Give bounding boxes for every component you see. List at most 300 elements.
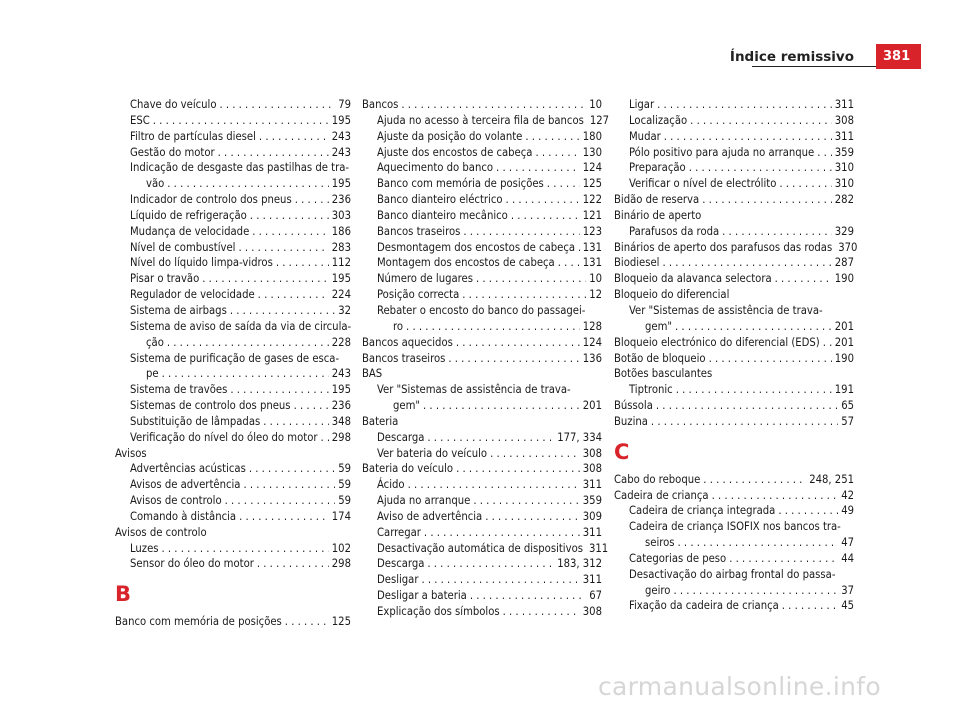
dot-leader <box>421 572 579 588</box>
dot-leader <box>230 303 335 319</box>
dot-leader <box>485 509 580 525</box>
entry-text: Categorias de peso <box>629 551 727 565</box>
index-entry <box>362 97 602 113</box>
heading-text: Botões basculantes <box>614 367 713 381</box>
page-reference[interactable]: 136 <box>582 351 602 365</box>
page-reference[interactable]: 47 <box>841 536 854 550</box>
page-header <box>0 0 960 70</box>
dot-leader <box>162 366 329 382</box>
page-reference[interactable]: 359 <box>834 145 854 159</box>
entry-text: Desmontagem dos encostos de cabeça <box>377 240 576 254</box>
page-reference[interactable]: 65 <box>841 399 854 413</box>
dot-leader <box>167 335 329 351</box>
index-column-1 <box>115 97 351 630</box>
page-reference[interactable]: 311 <box>582 573 602 587</box>
dot-leader <box>285 614 329 630</box>
index-entry <box>614 240 858 256</box>
page-reference[interactable]: 248, 251 <box>809 472 854 486</box>
entry-text: Cabo do reboque <box>614 472 701 486</box>
index-entry <box>115 208 351 224</box>
entry-text: Nível de combustível <box>130 240 236 254</box>
index-entry <box>614 519 854 551</box>
entry-text-continued: ro <box>393 319 404 333</box>
entry-text: Luzes <box>130 541 159 555</box>
index-entry <box>614 598 854 614</box>
index-entry <box>614 472 854 488</box>
dot-leader <box>702 192 832 208</box>
index-entry <box>115 477 351 493</box>
entry-text: Bancos traseiros <box>377 224 461 238</box>
dot-leader <box>578 240 580 256</box>
dot-leader <box>162 541 329 557</box>
page-reference[interactable]: 174 <box>331 509 351 523</box>
entry-text: Indicador de controlo dos pneus <box>130 193 292 207</box>
page-reference[interactable]: 282 <box>834 193 854 207</box>
dot-leader <box>778 503 838 519</box>
entry-text: Bancos traseiros <box>362 351 446 365</box>
index-entry <box>614 160 854 176</box>
index-entry <box>362 208 602 224</box>
index-entry <box>115 382 351 398</box>
page-reference[interactable]: 128 <box>582 319 602 333</box>
page-reference[interactable]: 59 <box>338 494 351 508</box>
index-entry <box>362 271 602 287</box>
index-entry <box>115 113 351 129</box>
index-entry <box>362 382 602 414</box>
dot-leader <box>401 97 586 113</box>
index-entry <box>362 113 610 129</box>
entry-text: Substituição de lâmpadas <box>130 414 261 428</box>
dot-leader <box>456 461 580 477</box>
index-heading <box>362 366 602 382</box>
index-entry <box>115 430 351 446</box>
index-entry <box>362 351 602 367</box>
entry-text: Montagem dos encostos de cabeça <box>377 256 555 270</box>
dot-leader <box>676 382 832 398</box>
dot-leader <box>473 493 579 509</box>
index-entry <box>115 614 351 630</box>
entry-text: Sistema de travões <box>130 383 228 397</box>
page-reference[interactable]: 195 <box>331 177 351 191</box>
index-entry <box>614 567 854 599</box>
entry-text: Desactivação automática de dispositivos <box>377 541 583 555</box>
entry-text: Advertências acústicas <box>130 462 246 476</box>
page-number: 381 <box>876 44 921 69</box>
page-reference[interactable]: 201 <box>582 399 602 413</box>
page-reference[interactable]: 243 <box>331 145 351 159</box>
dot-leader <box>823 335 832 351</box>
index-entry <box>614 129 854 145</box>
dot-leader <box>817 145 832 161</box>
entry-text-continued: ção <box>146 335 164 349</box>
page-reference[interactable]: 102 <box>331 541 351 555</box>
entry-text: Sistema de airbags <box>130 303 227 317</box>
page-reference[interactable]: 370 <box>838 240 858 254</box>
entry-text-continued: geiro <box>645 583 671 597</box>
entry-text: Líquido de refrigeração <box>130 208 247 222</box>
index-entry <box>362 525 602 541</box>
entry-text: Cadeira de criança ISOFIX nos bancos tra- <box>629 520 841 534</box>
page-reference[interactable]: 298 <box>331 430 351 444</box>
entry-text: Pólo positivo para ajuda no arranque <box>629 145 815 159</box>
page-reference[interactable]: 57 <box>841 414 854 428</box>
dot-leader <box>689 160 832 176</box>
entry-text: Indicação de desgaste das pastilhas de tra- <box>130 161 350 175</box>
dot-leader <box>703 472 806 488</box>
page-reference[interactable]: 201 <box>834 335 854 349</box>
page-reference[interactable]: 308 <box>582 605 602 618</box>
dot-leader <box>218 145 329 161</box>
dot-leader <box>675 319 832 335</box>
page-reference[interactable]: 190 <box>834 272 854 286</box>
entry-text: Descarga <box>377 557 425 571</box>
page-reference[interactable]: 122 <box>582 193 602 207</box>
page-reference[interactable]: 186 <box>331 224 351 238</box>
page-reference[interactable]: 44 <box>841 551 854 565</box>
dot-leader <box>424 525 580 541</box>
entry-text: Pisar o travão <box>130 272 200 286</box>
entry-text: Ácido <box>377 478 405 492</box>
page-reference[interactable]: 10 <box>589 272 602 286</box>
entry-text: Bancos aquecidos <box>362 335 453 349</box>
dot-leader <box>276 255 329 271</box>
page-reference[interactable]: 67 <box>589 589 602 603</box>
page-reference[interactable]: 359 <box>582 494 602 508</box>
page-reference[interactable]: 49 <box>841 504 854 518</box>
entry-text: Ligar <box>629 98 655 111</box>
page-reference[interactable]: 190 <box>834 351 854 365</box>
index-entry <box>115 224 351 240</box>
entry-text: Sistemas de controlo dos pneus <box>130 399 291 413</box>
index-entry <box>614 176 854 192</box>
page-title: Índice remissivo <box>729 49 854 65</box>
page-reference[interactable]: 191 <box>834 383 854 397</box>
page-reference[interactable]: 130 <box>582 145 602 159</box>
index-heading <box>115 525 351 541</box>
entry-text-continued: gem" <box>393 399 421 413</box>
index-entry <box>614 382 854 398</box>
index-entry <box>362 176 602 192</box>
page-reference[interactable]: 124 <box>582 161 602 175</box>
dot-leader <box>167 176 329 192</box>
index-entry <box>362 192 602 208</box>
dot-leader <box>153 113 329 129</box>
entry-text: Bancos <box>362 98 399 111</box>
page-reference[interactable]: 121 <box>582 208 602 222</box>
dot-leader <box>250 208 329 224</box>
index-entry <box>115 509 351 525</box>
index-entry <box>362 461 602 477</box>
page-reference[interactable]: 303 <box>331 208 351 222</box>
page-reference[interactable]: 308 <box>582 462 602 476</box>
index-entry <box>362 588 602 604</box>
page-reference[interactable]: 311 <box>582 525 602 539</box>
page-reference[interactable]: 183, 312 <box>557 557 602 571</box>
heading-text: BAS <box>362 367 383 381</box>
entry-text: ESC <box>130 113 150 127</box>
dot-leader <box>257 556 329 572</box>
entry-text: Chave do veículo <box>130 98 217 111</box>
entry-text: Verificar o nível de electrólito <box>629 177 777 191</box>
dot-leader <box>427 556 554 572</box>
entry-text: Sensor do óleo do motor <box>130 557 254 571</box>
page-reference[interactable]: 348 <box>331 414 351 428</box>
page-reference[interactable]: 283 <box>331 240 351 254</box>
index-entry <box>614 192 854 208</box>
page-reference[interactable]: 224 <box>331 288 351 302</box>
dot-leader <box>294 398 329 414</box>
entry-text: Binários de aperto dos parafusos das rodas <box>614 240 833 254</box>
page-reference[interactable]: 311 <box>588 541 609 555</box>
section-letter: B <box>115 582 132 607</box>
dot-leader <box>678 535 839 551</box>
index-entry <box>362 604 602 620</box>
page-reference[interactable]: 308 <box>834 113 854 127</box>
dot-leader <box>408 477 580 493</box>
entry-text: Gestão do motor <box>130 145 215 159</box>
dot-leader <box>709 351 832 367</box>
index-entry <box>362 224 602 240</box>
entry-text: Comando à distância <box>130 509 237 523</box>
dot-leader <box>782 598 838 614</box>
page-reference[interactable]: 201 <box>834 319 854 333</box>
index-entry <box>115 319 351 351</box>
entry-text: Localização <box>629 113 688 127</box>
dot-leader <box>476 271 586 287</box>
page-reference[interactable]: 59 <box>338 462 351 476</box>
dot-leader <box>238 240 328 256</box>
entry-text: Aquecimento do banco <box>377 161 494 175</box>
dot-leader <box>463 224 579 240</box>
index-entry <box>115 287 351 303</box>
dot-leader <box>729 551 838 567</box>
page-reference[interactable]: 298 <box>331 557 351 571</box>
index-entry <box>362 335 602 351</box>
index-heading <box>614 287 854 303</box>
page-reference[interactable]: 123 <box>582 224 602 238</box>
dot-leader <box>490 446 580 462</box>
page-reference[interactable]: 310 <box>834 177 854 191</box>
dot-leader <box>775 271 832 287</box>
entry-text: Desactivação do airbag frontal do passa- <box>629 567 836 581</box>
index-entry <box>115 255 351 271</box>
entry-text: Nível do líquido limpa-vidros <box>130 256 273 270</box>
entry-text-continued: pe <box>146 367 159 381</box>
entry-text: Verificação do nível do óleo do motor <box>130 430 318 444</box>
entry-text: Bloqueio da alavanca selectora <box>614 272 772 286</box>
page-reference[interactable]: 195 <box>331 113 351 127</box>
page-reference[interactable]: 37 <box>841 583 854 597</box>
page-reference[interactable]: 125 <box>331 615 351 629</box>
page-reference[interactable]: 287 <box>834 256 854 270</box>
index-heading <box>614 208 854 224</box>
dot-leader <box>496 160 580 176</box>
page-reference[interactable]: 131 <box>582 240 602 254</box>
dot-leader <box>657 97 832 113</box>
page-reference[interactable]: 311 <box>582 478 602 492</box>
entry-text: Mudança de velocidade <box>130 224 250 238</box>
index-heading <box>115 446 351 462</box>
dot-leader <box>664 129 832 145</box>
page-reference[interactable]: 45 <box>841 599 854 613</box>
entry-text: Parafusos da roda <box>629 224 720 238</box>
page-reference[interactable]: 195 <box>331 272 351 286</box>
page-reference[interactable]: 243 <box>331 129 351 143</box>
page-reference[interactable]: 125 <box>582 177 602 191</box>
index-entry <box>614 224 854 240</box>
page-reference[interactable]: 236 <box>331 399 351 413</box>
dot-leader <box>535 145 579 161</box>
page-reference[interactable]: 180 <box>582 129 602 143</box>
index-entry <box>362 446 602 462</box>
index-entry <box>115 145 351 161</box>
dot-leader <box>511 208 580 224</box>
entry-text: Regulador de velocidade <box>130 288 255 302</box>
dot-leader <box>673 583 838 599</box>
page-reference[interactable]: 131 <box>582 256 602 270</box>
index-entry <box>362 572 602 588</box>
dot-leader <box>239 509 329 525</box>
dot-leader <box>230 382 328 398</box>
entry-text: Descarga <box>377 430 425 444</box>
dot-leader <box>779 176 831 192</box>
index-entry <box>115 271 351 287</box>
dot-leader <box>506 192 580 208</box>
dot-leader <box>320 430 328 446</box>
dot-leader <box>259 129 329 145</box>
entry-text: Bidão de reserva <box>614 193 700 207</box>
index-entry <box>115 493 351 509</box>
page-reference[interactable]: 12 <box>589 288 602 302</box>
entry-text: Ajuste da posição do volante <box>377 129 523 143</box>
index-entry <box>614 255 854 271</box>
page-reference[interactable]: 42 <box>841 488 854 502</box>
dot-leader <box>712 488 839 504</box>
page-reference[interactable]: 124 <box>582 335 602 349</box>
entry-text: Ajuda no acesso à terceira fila de bancos <box>377 113 584 127</box>
dot-leader <box>448 351 579 367</box>
entry-text: Biodiesel <box>614 256 660 270</box>
page-reference[interactable]: 311 <box>834 98 854 111</box>
dot-leader <box>456 335 580 351</box>
dot-leader <box>558 255 580 271</box>
entry-text: Desligar a bateria <box>377 589 467 603</box>
entry-text: Banco com memória de posições <box>115 615 282 629</box>
entry-text: Preparação <box>629 161 686 175</box>
index-entry <box>614 335 854 351</box>
index-entry <box>115 240 351 256</box>
entry-text: Explicação dos símbolos <box>377 605 500 618</box>
index-entry <box>115 160 351 192</box>
page-reference[interactable]: 243 <box>331 367 351 381</box>
dot-leader <box>722 224 832 240</box>
index-entry <box>614 113 854 129</box>
dot-leader <box>258 287 329 303</box>
heading-text: Bateria <box>362 414 399 428</box>
entry-text: Avisos de advertência <box>130 478 241 492</box>
index-entry <box>362 556 602 572</box>
entry-text: Número de lugares <box>377 272 473 286</box>
heading-text: Avisos de controlo <box>115 525 207 539</box>
index-heading <box>362 414 602 430</box>
entry-text: Banco dianteiro eléctrico <box>377 193 503 207</box>
index-entry <box>115 398 351 414</box>
dot-leader <box>243 477 335 493</box>
header-rule <box>752 66 876 67</box>
dot-leader <box>263 414 329 430</box>
page-reference[interactable]: 59 <box>338 478 351 492</box>
entry-text: Aviso de advertência <box>377 509 483 523</box>
page-reference[interactable]: 310 <box>834 161 854 175</box>
page-reference[interactable]: 329 <box>834 224 854 238</box>
index-entry <box>115 303 351 319</box>
page-reference[interactable]: 308 <box>582 446 602 460</box>
entry-text: Cadeira de criança integrada <box>629 504 776 518</box>
entry-text: Avisos de controlo <box>130 494 222 508</box>
entry-text: Ver bateria do veículo <box>377 446 488 460</box>
page-reference[interactable]: 236 <box>331 193 351 207</box>
index-entry <box>614 398 854 414</box>
page-reference[interactable]: 177, 334 <box>557 430 602 444</box>
dot-leader <box>219 97 335 113</box>
entry-text: Ver "Sistemas de assistência de trava- <box>377 383 571 397</box>
entry-text: Buzina <box>614 414 648 428</box>
page-reference[interactable]: 311 <box>834 129 854 143</box>
dot-leader <box>225 493 336 509</box>
page-reference[interactable]: 10 <box>589 98 602 111</box>
page-reference[interactable]: 195 <box>331 383 351 397</box>
index-column-2 <box>362 97 610 620</box>
dot-leader <box>503 604 580 620</box>
index-entry <box>115 97 351 113</box>
index-entry <box>115 541 351 557</box>
entry-text-continued: vão <box>146 177 165 191</box>
entry-text: Sistema de purificação de gases de esca- <box>130 351 340 365</box>
page-reference[interactable]: 32 <box>338 303 351 317</box>
entry-text: Tiptronic <box>629 383 673 397</box>
page-reference[interactable]: 112 <box>331 256 351 270</box>
index-entry <box>614 351 854 367</box>
entry-text: Posição correcta <box>377 288 460 302</box>
index-entry <box>115 414 351 430</box>
entry-text-continued: gem" <box>645 319 673 333</box>
page-reference[interactable]: 127 <box>589 113 610 127</box>
dot-leader <box>406 319 580 335</box>
index-entry <box>614 97 854 113</box>
heading-text: Bloqueio do diferencial <box>614 288 730 302</box>
entry-text: Filtro de partículas diesel <box>130 129 256 143</box>
page-reference[interactable]: 79 <box>338 98 351 111</box>
index-entry <box>362 287 602 303</box>
index-entry <box>362 255 602 271</box>
page-reference[interactable]: 228 <box>331 335 351 349</box>
entry-text: Carregar <box>377 525 421 539</box>
dot-leader <box>423 398 580 414</box>
index-entry <box>362 430 602 446</box>
entry-text: Sistema de aviso de saída da via de circula- <box>130 319 352 333</box>
page-reference[interactable]: 309 <box>582 509 602 523</box>
index-entry <box>362 240 602 256</box>
entry-text: Cadeira de criança <box>614 488 709 502</box>
index-column-3 <box>614 97 858 614</box>
index-entry <box>614 414 854 430</box>
entry-text: Botão de bloqueio <box>614 351 706 365</box>
entry-text: Bloqueio electrónico do diferencial (EDS) <box>614 335 820 349</box>
index-entry <box>362 303 602 335</box>
index-entry <box>614 503 854 519</box>
entry-text: Ajuda no arranque <box>377 494 471 508</box>
dot-leader <box>525 129 579 145</box>
